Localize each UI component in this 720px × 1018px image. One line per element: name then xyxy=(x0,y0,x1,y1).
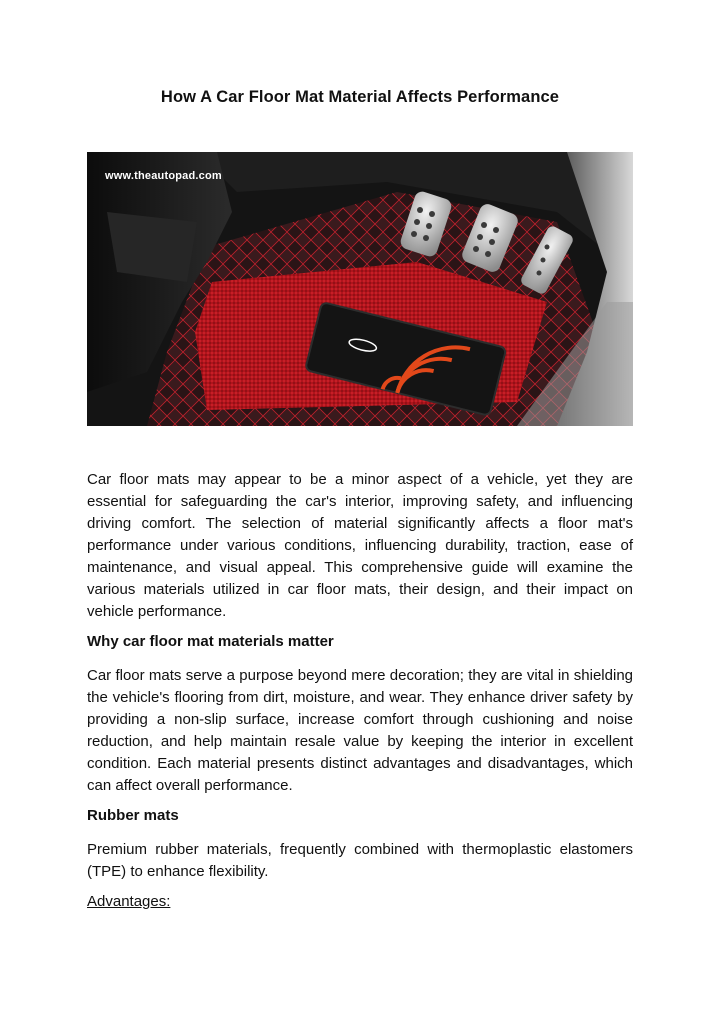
car-floor-mat-photo xyxy=(87,152,633,426)
intro-paragraph: Car floor mats may appear to be a minor aspect of a vehicle, yet they are essential for safeguarding the car's interior, improving safety, and influencing driving comfort. The selection of material significantly affects a floor mat's performance under various conditions, influencing durability, traction, ease of maintenance, and visual appeal. This comprehensive guide will examine the various materials utilized in car floor mats, their design, and their impact on vehicle performance. xyxy=(87,471,633,620)
advantages-label: Advantages: xyxy=(87,893,171,910)
image-watermark: www.theautopad.com xyxy=(105,170,222,182)
rubber-mats-paragraph: Premium rubber materials, frequently combined with thermoplastic elastomers (TPE) to enhance flexibility. xyxy=(87,841,633,880)
page-title: How A Car Floor Mat Material Affects Performance xyxy=(160,88,560,106)
section-heading-rubber-mats: Rubber mats xyxy=(87,807,179,824)
why-materials-matter-paragraph: Car floor mats serve a purpose beyond mere decoration; they are vital in shielding the vehicle's flooring from dirt, moisture, and wear. They enhance driver safety by providing a non-slip surface, increase comfort through cushioning and noise reduction, and help maintain resale value by keeping the interior in excellent condition. Each material presents distinct advantages and disadvantages, which can affect overall performance. xyxy=(87,667,633,794)
section-heading-why-materials-matter: Why car floor mat materials matter xyxy=(87,633,334,650)
